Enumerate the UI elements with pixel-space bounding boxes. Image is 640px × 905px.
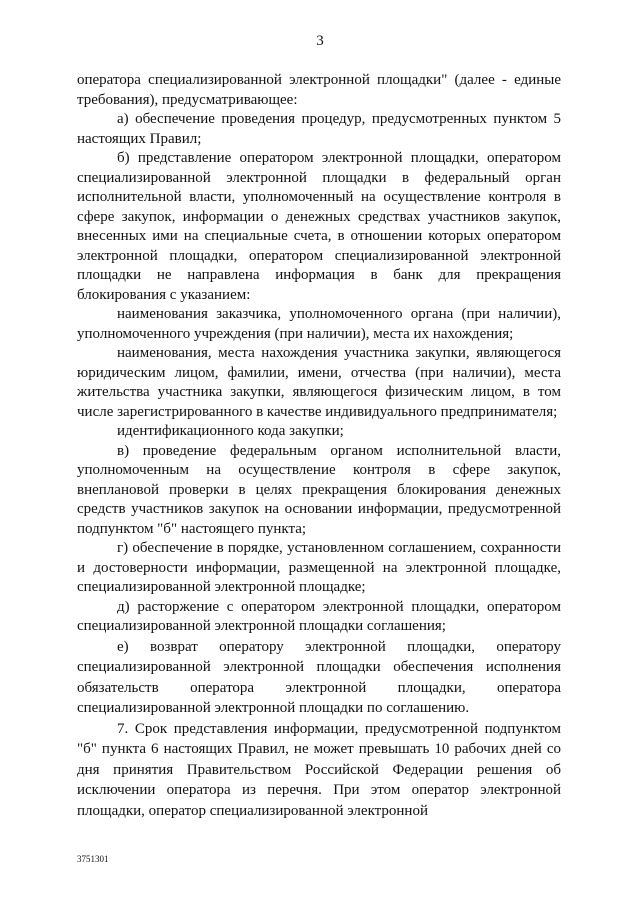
paragraph-item-v: в) проведение федеральным органом исполнительной власти, уполномоченным на осуществление контроля в сфере закупок, внеплановой проверки в целях прекращения блокирования денежных средств участников закупок на основании информации, предусмотренной подпунктом "б" настоящего пункта; [77, 442, 561, 537]
paragraph-item-d: д) расторжение с оператором электронной площадки, оператором специализированной электронной площадки соглашения; [77, 598, 561, 634]
paragraph-item-a: а) обеспечение проведения процедур, предусмотренных пунктом 5 настоящих Правил; [77, 111, 561, 147]
paragraph-item-b: б) представление оператором электронной площадки, оператором специализированной электронной площадки в федеральный орган исполнительной власти, уполномоченный на осуществление контроля в сфере закупок, информации о денежных средствах участников закупок, внесенных ими на специальные счета, в отношении которых оператором электронной площадки, оператором специализированной электронной площадки не направлена информация в банк для прекращения блокирования с указанием: [77, 150, 561, 303]
paragraph-item-g: г) обеспечение в порядке, установленном соглашением, сохранности и достоверности информации, размещенной на электронной площадке, специализированной электронной площадке; [77, 540, 561, 595]
paragraph-intro: оператора специализированной электронной площадки" (далее - единые требования), предусматривающее: [77, 72, 561, 108]
paragraph-clause-7: 7. Срок представления информации, предусмотренной подпунктом "б" пункта 6 настоящих Правил, не может превышать 10 рабочих дней со дня принятия Правительством Российской Федерации решения об исключении оператора из перечня. При этом оператор электронной площадки, оператор специализированной электронной [77, 720, 561, 819]
paragraph-customer-names: наименования заказчика, уполномоченного органа (при наличии), уполномоченного учреждения (при наличии), места их нахождения; [77, 306, 561, 342]
document-code: 3751301 [77, 854, 109, 864]
page-number: 3 [316, 33, 324, 49]
document-body [77, 71, 561, 821]
paragraph-procurement-code: идентификационного кода закупки; [117, 423, 344, 439]
paragraph-participant-names: наименования, места нахождения участника закупки, являющегося юридическим лицом, фамилии, имени, отчества (при наличии), места жительства участника закупки, являющегося физическим лицом, в том числе зарегистрированного в качестве индивидуального предпринимателя; [77, 345, 561, 420]
paragraph-item-e: е) возврат оператору электронной площадки, оператору специализированной электронной площадки обеспечения исполнения обязательств оператора электронной площадки, оператора специализированной электронной площадки по соглашению. [77, 638, 561, 716]
